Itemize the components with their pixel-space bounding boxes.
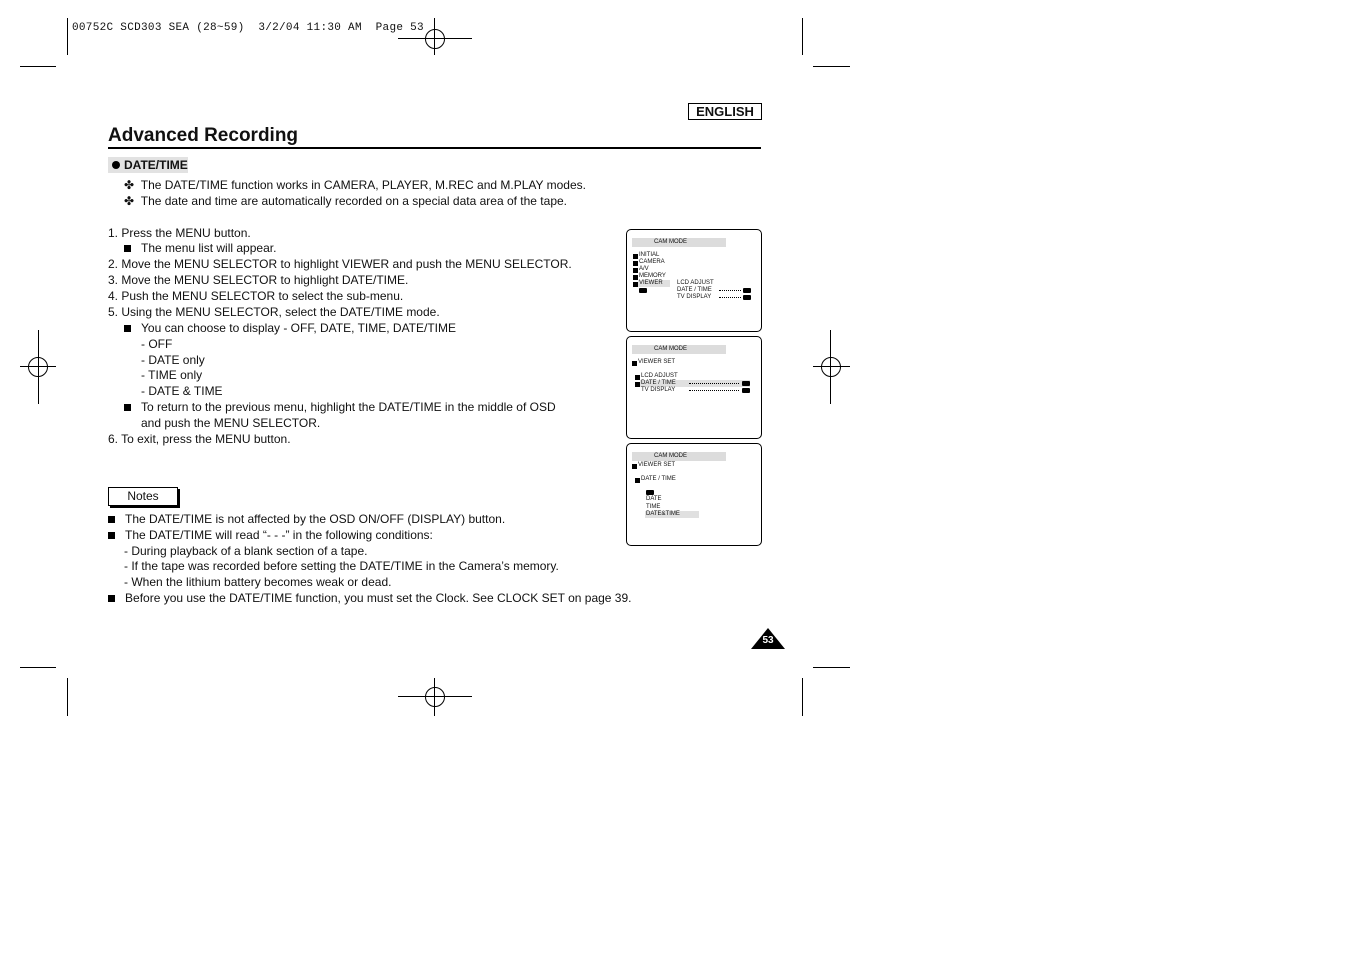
note-2c: - When the lithium battery becomes weak or dead. (124, 575, 392, 589)
crop-mark (813, 66, 850, 67)
screen-header: CAM MODE (632, 345, 726, 354)
dotted-leader (689, 390, 739, 391)
menu-item-memory: MEMORY (639, 273, 666, 279)
cross-bullet-icon: ✤ (124, 194, 135, 208)
viewer-icon (632, 361, 637, 366)
av-icon (633, 268, 638, 273)
step-3: 3. Move the MENU SELECTOR to highlight DATE/TIME. (108, 273, 409, 287)
viewer-icon (633, 282, 638, 287)
option-date: - DATE only (141, 353, 205, 367)
value-icon (743, 295, 751, 300)
screen-header: CAM MODE (632, 452, 726, 461)
registration-mark (821, 357, 841, 377)
option-date-and-time: DATE&TIME (646, 511, 680, 517)
note-3: Before you use the DATE/TIME function, you must set the Clock. See CLOCK SET on page 39. (108, 590, 632, 606)
submenu-date-time: DATE / TIME (641, 476, 676, 482)
option-off: - OFF (141, 337, 173, 351)
value-icon (742, 388, 750, 393)
note-2b: - If the tape was recorded before setting the DATE/TIME in the Camera’s memory. (124, 559, 559, 573)
submenu-tv-display: TV DISPLAY (641, 387, 676, 393)
submenu-lcd-adjust: LCD ADJUST (677, 280, 714, 286)
registration-line (38, 330, 39, 404)
option-date-time: - DATE & TIME (141, 384, 223, 398)
value-icon (743, 288, 751, 293)
step-6: 6. To exit, press the MENU button. (108, 432, 291, 446)
menu-item-av: A/V (639, 266, 649, 272)
cross-bullet-icon: ✤ (124, 178, 135, 192)
osd-screen-3 (626, 443, 762, 546)
osd-screen-1 (626, 229, 762, 332)
step-5: 5. Using the MENU SELECTOR, select the DATE/TIME mode. (108, 305, 440, 319)
step-2: 2. Move the MENU SELECTOR to highlight VIEWER and push the MENU SELECTOR. (108, 257, 572, 271)
menu-item-initial: INITIAL (639, 252, 660, 258)
menu-icon (635, 478, 640, 483)
language-tab: ENGLISH (688, 103, 762, 120)
crop-mark (813, 667, 850, 668)
crop-mark (802, 18, 803, 55)
registration-line (434, 678, 435, 716)
notes-label: Notes (108, 487, 178, 506)
square-bullet-icon (108, 532, 115, 539)
registration-line (398, 696, 472, 697)
intro-line: ✤ The date and time are automatically recorded on a special data area of the tape. (124, 194, 567, 208)
crop-mark (67, 18, 68, 55)
page-number: 53 (762, 635, 774, 646)
intro-line: ✤ The DATE/TIME function works in CAMERA, PLAYER, M.REC and M.PLAY modes. (124, 178, 586, 192)
submenu-tv-display: TV DISPLAY (677, 294, 712, 300)
camera-icon (633, 261, 638, 266)
section-label-text: DATE/TIME (124, 158, 188, 172)
square-bullet-icon (108, 595, 115, 602)
title-rule (108, 147, 761, 149)
crop-mark (20, 667, 56, 668)
screen-header: CAM MODE (632, 238, 726, 247)
osd-screen-2 (626, 336, 762, 439)
option-date: DATE (646, 496, 662, 502)
submenu-date-time: DATE / TIME (677, 287, 712, 293)
dotted-leader (719, 297, 741, 298)
square-bullet-icon (124, 325, 131, 332)
step-4: 4. Push the MENU SELECTOR to select the sub-menu. (108, 289, 404, 303)
square-bullet-icon (124, 245, 131, 252)
step-1-sub: The menu list will appear. (124, 240, 276, 256)
step-5-sub: You can choose to display - OFF, DATE, TIME, DATE/TIME (124, 320, 456, 336)
crop-mark (20, 66, 56, 67)
submenu-date-time: DATE / TIME (641, 380, 676, 386)
print-header: 00752C SCD303 SEA (28~59) 3/2/04 11:30 AM Page 53 (72, 22, 424, 34)
option-time: TIME (646, 504, 661, 510)
registration-line (830, 330, 831, 404)
menu-viewer-set: VIEWER SET (638, 359, 676, 365)
bullet-dot-icon (112, 161, 120, 169)
option-time: - TIME only (141, 368, 203, 382)
crop-mark (802, 678, 803, 716)
step-5-return-cont: and push the MENU SELECTOR. (141, 416, 321, 430)
menu-icon (635, 382, 640, 387)
registration-mark (425, 29, 445, 49)
square-bullet-icon (108, 516, 115, 523)
step-5-return: To return to the previous menu, highlight the DATE/TIME in the middle of OSD (124, 399, 556, 415)
crop-mark (67, 678, 68, 716)
registration-line (434, 18, 435, 55)
menu-viewer-set: VIEWER SET (638, 462, 676, 468)
value-icon (742, 381, 750, 386)
registration-line (813, 366, 850, 367)
registration-mark (425, 687, 445, 707)
menu-icon (633, 254, 638, 259)
dotted-leader (719, 290, 741, 291)
registration-line (398, 38, 472, 39)
submenu-lcd-adjust: LCD ADJUST (641, 373, 678, 379)
enter-icon (639, 288, 647, 293)
dotted-leader (689, 383, 739, 384)
section-label (108, 157, 188, 173)
viewer-icon (632, 464, 637, 469)
menu-item-viewer: VIEWER (639, 280, 663, 286)
note-2: The DATE/TIME will read “- - -” in the following conditions: (108, 527, 433, 543)
step-1: 1. Press the MENU button. (108, 226, 251, 240)
note-2a: - During playback of a blank section of a tape. (124, 544, 368, 558)
note-1: The DATE/TIME is not affected by the OSD ON/OFF (DISPLAY) button. (108, 511, 505, 527)
page-title: Advanced Recording (108, 125, 299, 146)
selected-off-icon (646, 490, 654, 495)
menu-item-camera: CAMERA (639, 259, 665, 265)
square-bullet-icon (124, 404, 131, 411)
